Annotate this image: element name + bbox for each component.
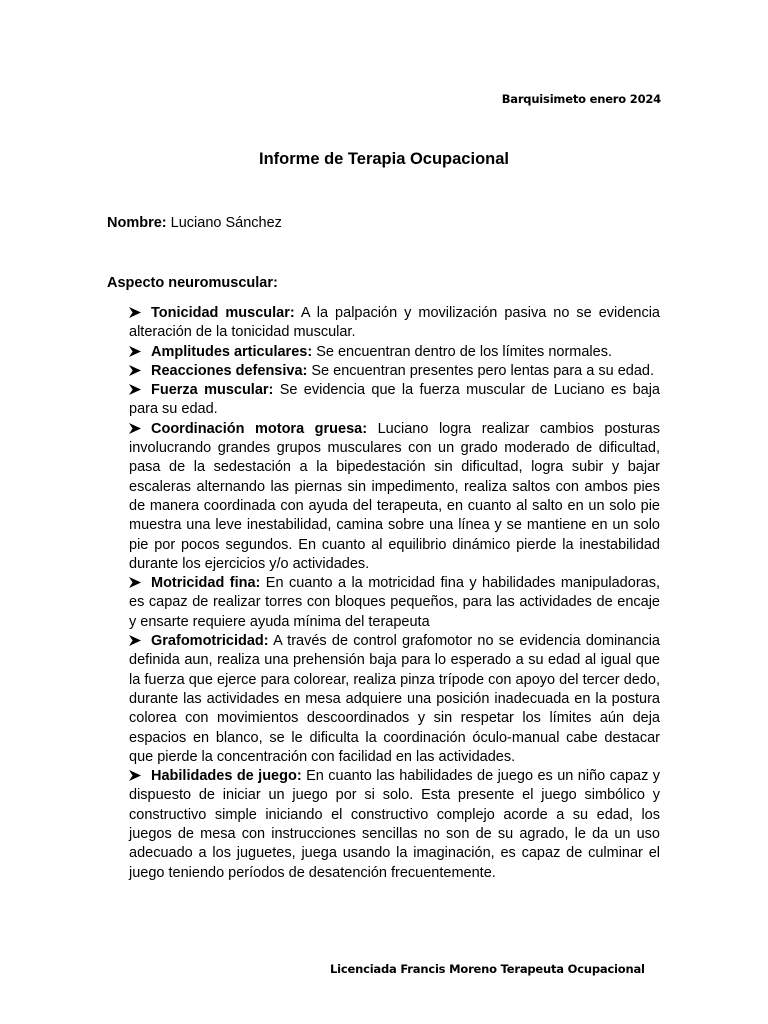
item-text: Luciano logra realizar cambios posturas involucrando grandes grupos musculares con un grado moderado de dificultad, pasa de la sedestación a la bipedestación sin dificultad, logra subir y bajar escaleras alternando las piernas sin impedimento, realiza saltos con ambos pies de manera coordinada con ayuda del terapeuta, en cuanto al salto en un solo pie muestra una leve inestabilidad, camina sobre una línea y se mantiene en un solo pie por pocos segundos. En cuanto al equilibrio dinámico pierde la inestabilidad durante los ejercicios y/o actividades. bbox=[129, 420, 660, 572]
list-item bbox=[129, 362, 660, 381]
patient-name-line bbox=[107, 215, 282, 231]
item-label: Coordinación motora gruesa: bbox=[151, 420, 368, 437]
arrowhead-bullet-icon bbox=[129, 420, 151, 439]
arrowhead-bullet-icon bbox=[129, 304, 151, 323]
assessment-list bbox=[129, 304, 660, 883]
arrowhead-bullet-icon bbox=[129, 362, 151, 381]
arrowhead-bullet-icon bbox=[129, 767, 151, 786]
item-text: En cuanto a la motricidad fina y habilidades manipuladoras, es capaz de realizar torres con bloques pequeños, para las actividades de encaje y ensarte requiere ayuda mínima del terapeuta bbox=[129, 575, 660, 630]
item-label: Motricidad fina: bbox=[151, 575, 261, 592]
item-label: Habilidades de juego: bbox=[151, 768, 302, 785]
list-item bbox=[129, 304, 660, 343]
list-item bbox=[129, 420, 660, 574]
item-text: En cuanto las habilidades de juego es un niño capaz y dispuesto de iniciar un juego por si solo. Esta presente el juego simbólico y constructivo simple iniciando el constructivo complejo acorde a su edad, los juegos de mesa con instrucciones sencillas no son de su agrado, le da un uso adecuado a los juguetes, juega usando la imaginación, es capaz de culminar el juego teniendo períodos de desatención frecuentemente. bbox=[129, 768, 661, 881]
item-text: A través de control grafomotor no se evidencia dominancia definida aun, realiza una prehensión baja para lo esperado a su edad al igual que la fuerza que ejerce para colorear, realiza pinza trípode con apoyo del tercer dedo, durante las actividades en mesa adquiere una posición inadecuada en la postura colorea con movimientos descoordinados y sin respetar los límites aún deja espacios en blanco, se le dificulta la coordinación óculo-manual cabe destacar que pierde la concentración con facilidad en las actividades. bbox=[129, 633, 660, 765]
list-item bbox=[129, 381, 660, 420]
document-title: Informe de Terapia Ocupacional bbox=[258, 150, 509, 168]
item-label: Amplitudes articulares: bbox=[151, 343, 313, 360]
list-item bbox=[129, 632, 660, 767]
arrowhead-bullet-icon bbox=[129, 632, 151, 651]
name-label: Nombre: bbox=[107, 215, 167, 231]
section-heading: Aspecto neuromuscular: bbox=[107, 275, 278, 291]
list-item bbox=[129, 574, 660, 632]
item-text: A la palpación y movilización pasiva no se evidencia alteración de la tonicidad muscular. bbox=[129, 305, 660, 341]
place-date: Barquisimeto enero 2024 bbox=[501, 92, 661, 106]
item-text: Se encuentran presentes pero lentas para a su edad. bbox=[307, 362, 654, 379]
item-label: Grafomotricidad: bbox=[151, 633, 269, 650]
item-label: Reacciones defensiva: bbox=[151, 362, 308, 379]
arrowhead-bullet-icon bbox=[129, 343, 151, 362]
item-text: Se evidencia que la fuerza muscular de Luciano es baja para su edad. bbox=[129, 382, 660, 418]
arrowhead-bullet-icon bbox=[129, 574, 151, 593]
list-item bbox=[129, 343, 660, 362]
item-label: Tonicidad muscular: bbox=[151, 305, 295, 321]
list-item bbox=[129, 767, 660, 883]
arrowhead-bullet-icon bbox=[129, 381, 151, 400]
signature-line: Licenciada Francis Moreno Terapeuta Ocupacional bbox=[330, 962, 645, 976]
item-label: Fuerza muscular: bbox=[151, 382, 274, 399]
name-value: Luciano Sánchez bbox=[166, 215, 282, 231]
item-text: Se encuentran dentro de los límites normales. bbox=[312, 343, 612, 360]
